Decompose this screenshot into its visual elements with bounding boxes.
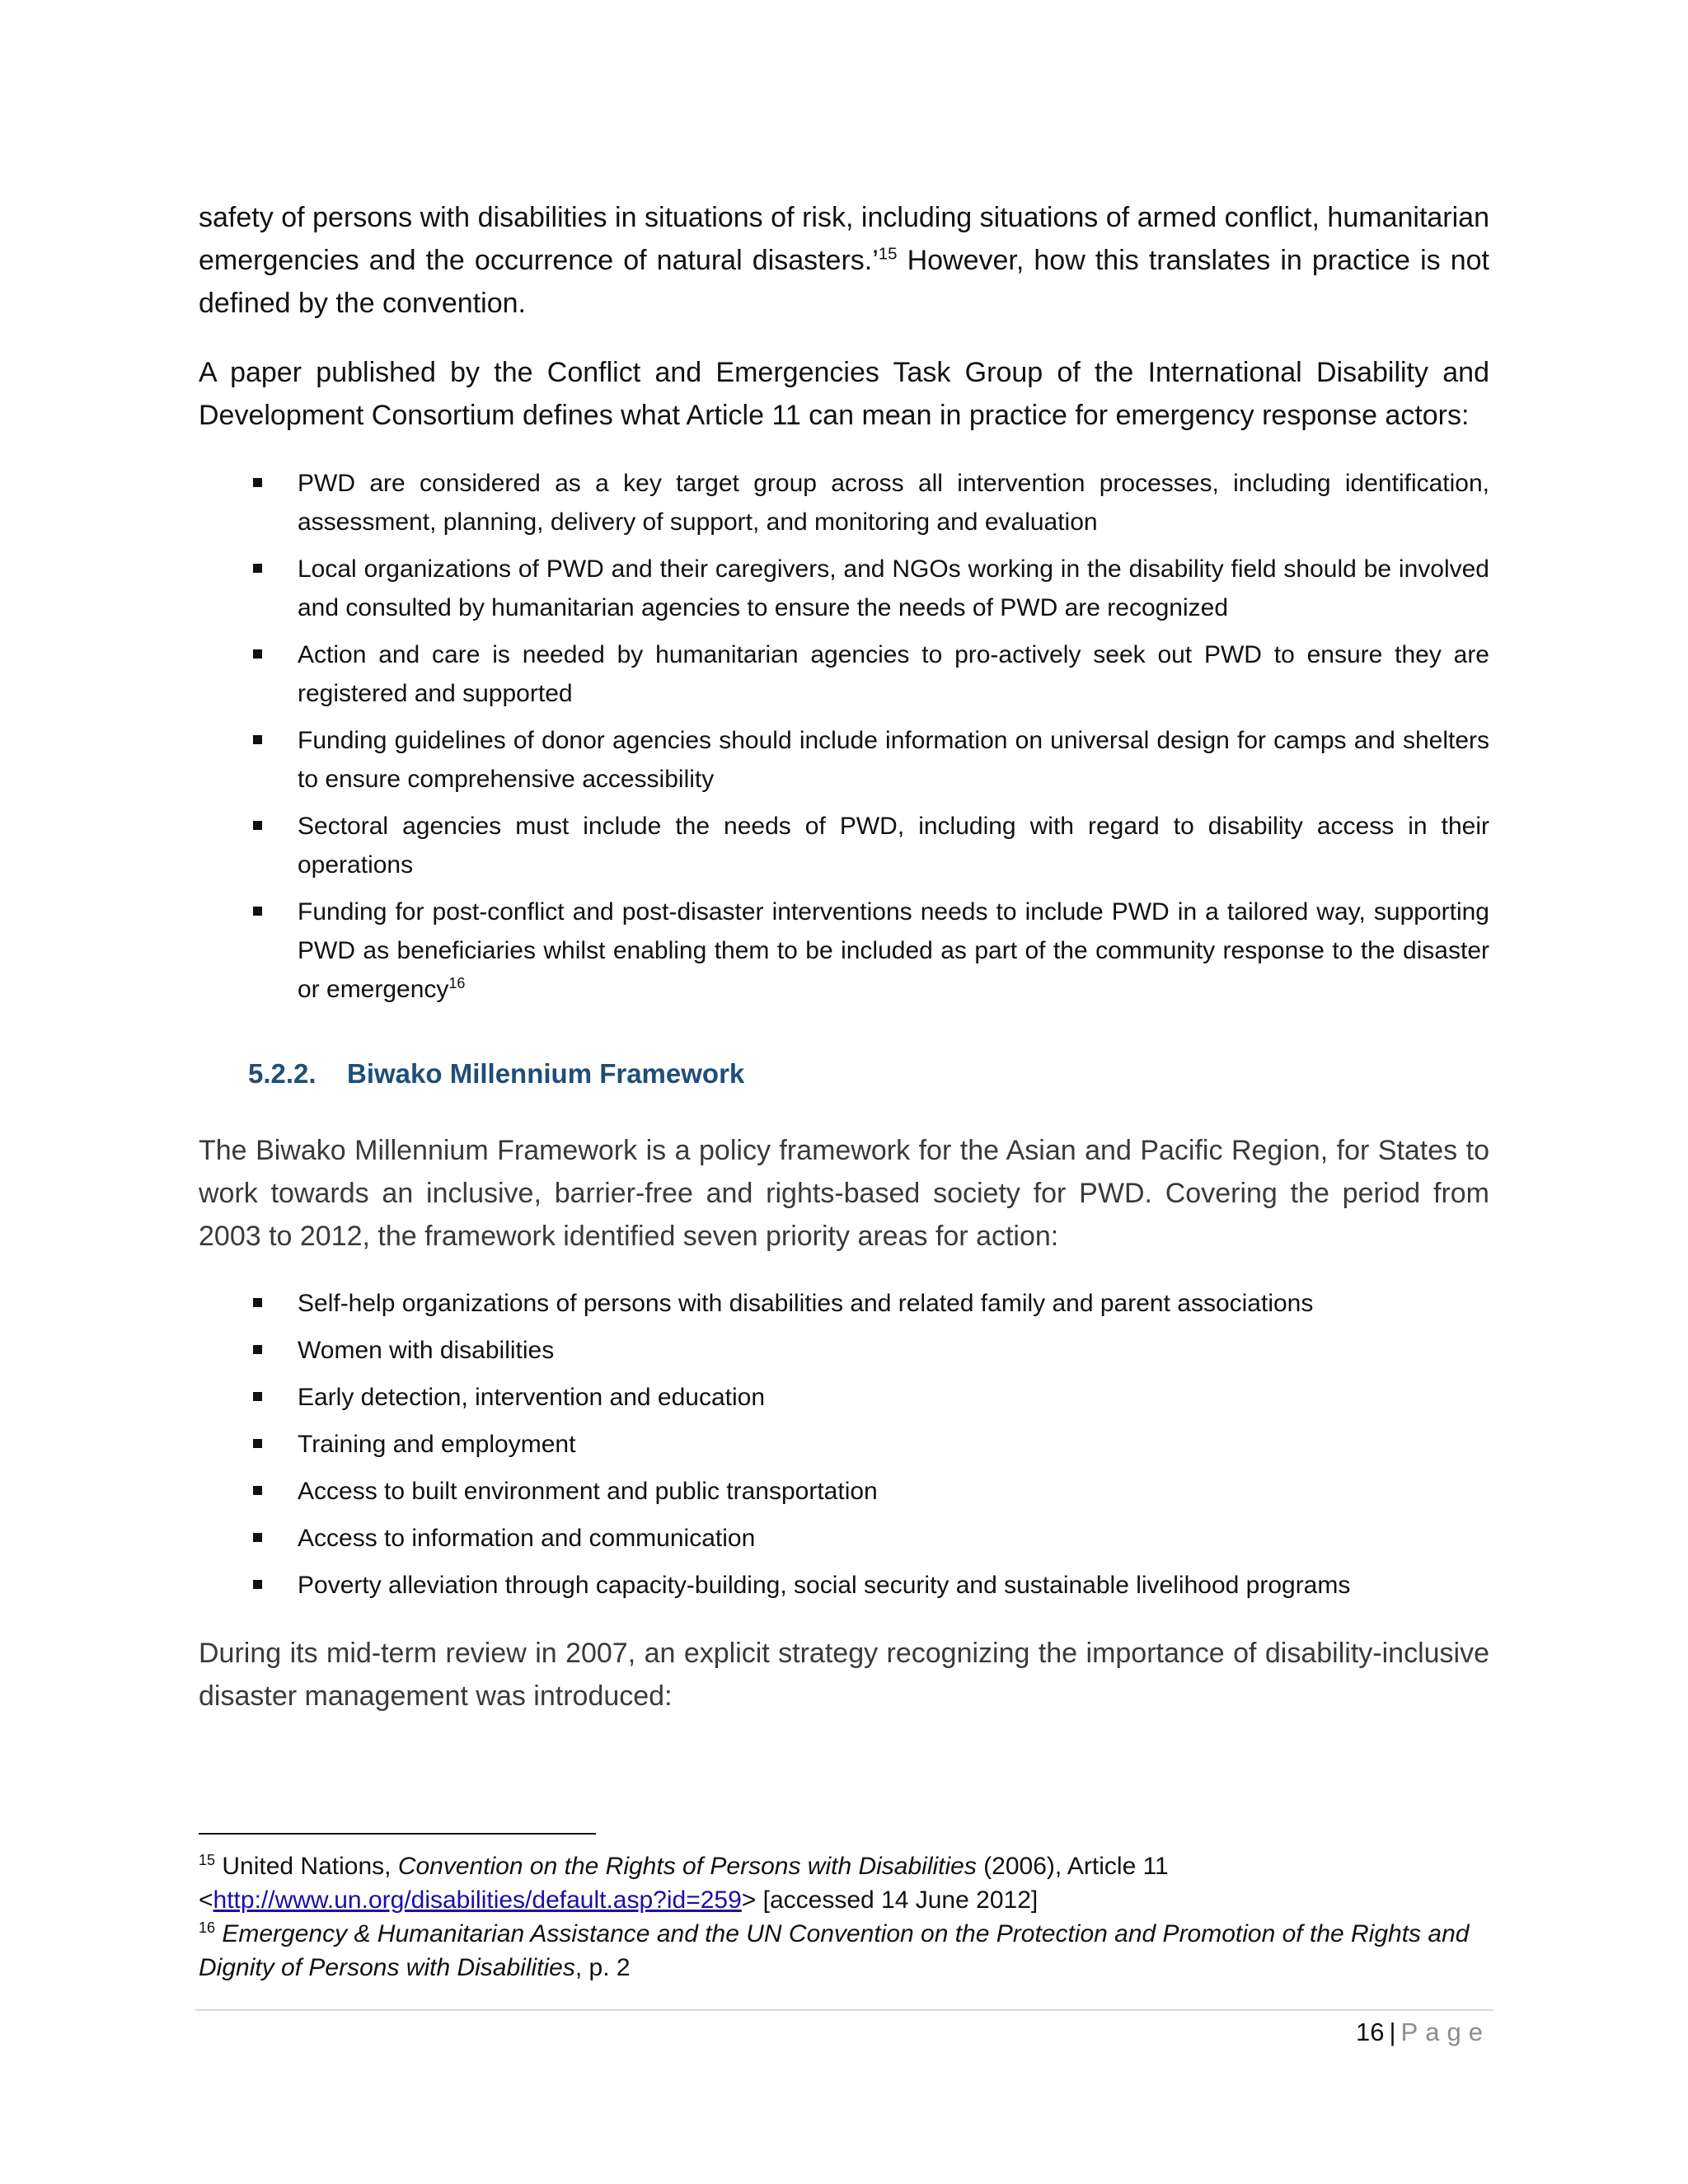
bullet-square-icon <box>253 1533 262 1542</box>
page-footer <box>1356 2014 1490 2050</box>
footnote-number: 16 <box>199 1919 216 1936</box>
footnote-16: $^{16}$ Emergency & Humanitarian Assistance and the UN Convention on the Protection and Promotion of the Rights and Dignity of Persons with Disabilities, p. 2 <box>199 1919 1470 1981</box>
footer-separator: | <box>1389 2018 1396 2046</box>
bullet-square-icon <box>253 649 262 658</box>
bullet-square-icon <box>253 1439 262 1448</box>
list-item: Action and care is needed by humanitarian agencies to pro-actively seek out PWD to ensure they are registered and supported <box>199 635 1489 713</box>
bullet-square-icon <box>253 821 262 830</box>
footnote-number: 15 <box>199 1852 216 1868</box>
intro-paragraph-1: safety of persons with disabilities in situations of risk, including situations of armed conflict, humanitarian emergencies and the occurrence of natural disasters.’$^{15}$ However, how this translates in practice is not defined by the convention. <box>199 202 1489 319</box>
bullet-square-icon <box>253 907 262 916</box>
mid-term-review-paragraph: During its mid-term review in 2007, an explicit strategy recognizing the importance of disability-inclusive disaster management was introduced: <box>199 1638 1489 1712</box>
bullet-square-icon <box>253 1298 262 1307</box>
page-label: Page <box>1400 2018 1490 2046</box>
priority-areas-list <box>199 1284 1489 1605</box>
bullet-square-icon <box>253 735 262 744</box>
list-item: Training and employment <box>199 1425 1489 1464</box>
section-number: 5.2.2. <box>248 1058 316 1089</box>
list-item: Funding for post-conflict and post-disaster interventions needs to include PWD in a tailored way, supporting PWD as beneficiaries whilst enabling them to be included as part of the community response to the disaster or emergency$^{16}$ <box>199 893 1489 1009</box>
bullet-square-icon <box>253 1345 262 1354</box>
biwako-intro-paragraph: The Biwako Millennium Framework is a policy framework for the Asian and Pacific Region, for States to work towards an inclusive, barrier-free and rights-based society for PWD. Covering the period from 2003 to 2012, the framework identified seven priority areas for action: <box>199 1135 1489 1252</box>
list-item: Self-help organizations of persons with disabilities and related family and parent associations <box>199 1284 1489 1323</box>
section-title: Biwako Millennium Framework <box>347 1058 745 1089</box>
list-item: Women with disabilities <box>199 1331 1489 1370</box>
footnote-ref-15[interactable]: 15 <box>878 245 898 264</box>
list-item: Sectoral agencies must include the needs of PWD, including with regard to disability access in their operations <box>199 807 1489 884</box>
list-item: Access to built environment and public transportation <box>199 1472 1489 1511</box>
footnote-separator <box>199 1833 596 1835</box>
list-item: Local organizations of PWD and their caregivers, and NGOs working in the disability field should be involved and consulted by humanitarian agencies to ensure the needs of PWD are recognized <box>199 550 1489 627</box>
list-item: PWD are considered as a key target group across all intervention processes, including identification, assessment, planning, delivery of support, and monitoring and evaluation <box>199 464 1489 541</box>
footer-divider <box>195 2009 1493 2011</box>
section-heading <box>248 1058 744 1090</box>
bullet-square-icon <box>253 1580 262 1589</box>
bullet-square-icon <box>253 1486 262 1495</box>
list-item: Early detection, intervention and education <box>199 1378 1489 1417</box>
bullet-square-icon <box>253 478 262 487</box>
article11-bullet-list <box>199 464 1489 1009</box>
footnote-link[interactable]: http://www.un.org/disabilities/default.asp?id=259 <box>213 1886 742 1914</box>
list-item: Poverty alleviation through capacity-building, social security and sustainable livelihood programs <box>199 1566 1489 1605</box>
bullet-square-icon <box>253 1392 262 1401</box>
intro-paragraph-2: A paper published by the Conflict and Emergencies Task Group of the International Disability and Development Consortium defines what Article 11 can mean in practice for emergency response actors: <box>199 357 1489 431</box>
list-item: Access to information and communication <box>199 1519 1489 1558</box>
footnote-15: $^{15}$ United Nations, Convention on the Rights of Persons with Disabilities (2006), Article 11 <http://www.un.org/disabilities/default.asp?id=259> [accessed 14 June 2012] <box>199 1852 1169 1914</box>
page-number: 16 <box>1356 2018 1385 2046</box>
list-item: Funding guidelines of donor agencies should include information on universal design for camps and shelters to ensure comprehensive accessibility <box>199 721 1489 799</box>
bullet-square-icon <box>253 564 262 573</box>
footnote-ref-16[interactable]: 16 <box>448 975 466 991</box>
